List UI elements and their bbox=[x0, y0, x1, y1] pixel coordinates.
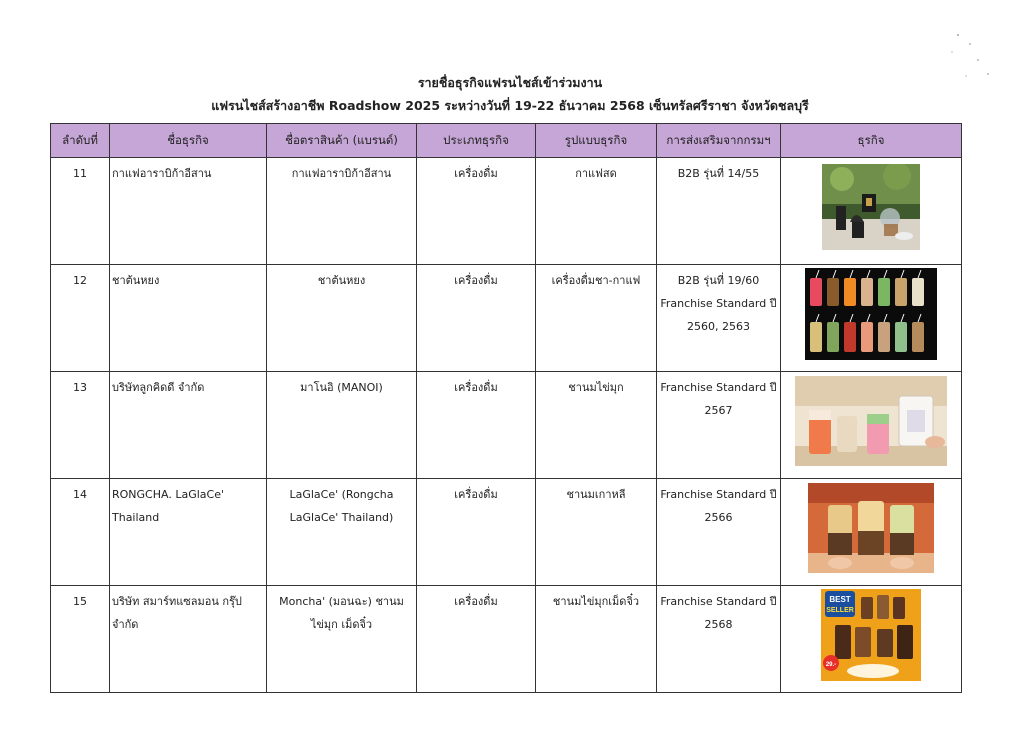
table-row bbox=[51, 265, 962, 372]
cell-model: เครื่องดื่มชา-กาแฟ bbox=[536, 265, 657, 372]
cell-image bbox=[781, 158, 962, 265]
cell-type: เครื่องดื่ม bbox=[417, 158, 536, 265]
cell-business: ชาต้นหยง bbox=[110, 265, 267, 372]
col-header-image: ธุรกิจ bbox=[781, 124, 962, 158]
cell-support bbox=[657, 372, 781, 479]
document-subtitle: แฟรนไชส์สร้างอาชีพ Roadshow 2025 ระหว่างวันที่ 19-22 ธันวาคม 2568 เซ็นทรัลศรีราชา จังหวัดชลบุรี bbox=[211, 98, 809, 113]
bubble-tea-cups-photo bbox=[795, 376, 947, 466]
cell-no: 12 bbox=[51, 265, 110, 372]
coffee-brewing-set-photo bbox=[822, 164, 920, 250]
support-line: 2568 bbox=[704, 618, 733, 631]
document-title: รายชื่อธุรกิจแฟรนไชส์เข้าร่วมงาน bbox=[417, 75, 603, 90]
table-row bbox=[51, 372, 962, 479]
cell-no: 15 bbox=[51, 586, 110, 693]
cell-type: เครื่องดื่ม bbox=[417, 265, 536, 372]
cell-model: กาแฟสด bbox=[536, 158, 657, 265]
support-line: 2566 bbox=[704, 511, 733, 524]
cell-no: 11 bbox=[51, 158, 110, 265]
support-line: B2B รุ่นที่ 19/60 bbox=[677, 274, 760, 287]
tea-drinks-grid-photo bbox=[805, 268, 937, 360]
franchise-table bbox=[50, 123, 962, 693]
cell-image bbox=[781, 479, 962, 586]
support-line: B2B รุ่นที่ 14/55 bbox=[677, 167, 760, 180]
cell-support bbox=[657, 586, 781, 693]
cell-no: 13 bbox=[51, 372, 110, 479]
table-row bbox=[51, 479, 962, 586]
table-header-row bbox=[51, 124, 962, 158]
table-row bbox=[51, 586, 962, 693]
table-row bbox=[51, 158, 962, 265]
cell-model: ชานมเกาหลี bbox=[536, 479, 657, 586]
col-header-model: รูปแบบธุรกิจ bbox=[536, 124, 657, 158]
support-line: 2567 bbox=[704, 404, 733, 417]
col-header-support: การส่งเสริมจากกรมฯ bbox=[657, 124, 781, 158]
cell-image bbox=[781, 586, 962, 693]
cell-no: 14 bbox=[51, 479, 110, 586]
cell-business: RONGCHA. LaGlaCe' Thailand bbox=[110, 479, 267, 586]
cell-brand: ชาต้นหยง bbox=[267, 265, 417, 372]
cell-brand: กาแฟอาราบิก้าอีสาน bbox=[267, 158, 417, 265]
poster-price-text: 29.- bbox=[825, 662, 837, 668]
support-line: Franchise Standard ปี bbox=[660, 488, 777, 501]
support-line: Franchise Standard ปี bbox=[660, 595, 777, 608]
cell-business: บริษัทลูกคิดดี จำกัด bbox=[110, 372, 267, 479]
cell-business: กาแฟอาราบิก้าอีสาน bbox=[110, 158, 267, 265]
cell-type: เครื่องดื่ม bbox=[417, 479, 536, 586]
cell-type: เครื่องดื่ม bbox=[417, 586, 536, 693]
korean-milk-tea-photo bbox=[808, 483, 934, 573]
cell-business: บริษัท สมาร์ทแซลมอน กรุ๊ป จำกัด bbox=[110, 586, 267, 693]
cell-brand: มาโนอิ (MANOI) bbox=[267, 372, 417, 479]
col-header-no: ลำดับที่ bbox=[51, 124, 110, 158]
cell-type: เครื่องดื่ม bbox=[417, 372, 536, 479]
col-header-type: ประเภทธุรกิจ bbox=[417, 124, 536, 158]
best-seller-poster bbox=[821, 589, 921, 681]
cell-model: ชานมไข่มุก bbox=[536, 372, 657, 479]
support-line: 2560, 2563 bbox=[687, 320, 750, 333]
poster-seller-text: SELLER bbox=[826, 607, 854, 614]
cell-model: ชานมไข่มุกเม็ดจิ๋ว bbox=[536, 586, 657, 693]
cell-support bbox=[657, 479, 781, 586]
support-line: Franchise Standard ปี bbox=[660, 297, 777, 310]
col-header-brand: ชื่อตราสินค้า (แบรนด์) bbox=[267, 124, 417, 158]
cell-brand: LaGlaCe' (Rongcha LaGlaCe' Thailand) bbox=[267, 479, 417, 586]
cell-support bbox=[657, 265, 781, 372]
cell-brand: Moncha' (มอนฉะ) ชานมไข่มุก เม็ดจิ๋ว bbox=[267, 586, 417, 693]
col-header-business: ชื่อธุรกิจ bbox=[110, 124, 267, 158]
cell-support bbox=[657, 158, 781, 265]
poster-best-text: BEST bbox=[829, 595, 851, 604]
support-line: Franchise Standard ปี bbox=[660, 381, 777, 394]
scan-noise-dots bbox=[948, 30, 998, 80]
cell-image bbox=[781, 372, 962, 479]
cell-image bbox=[781, 265, 962, 372]
